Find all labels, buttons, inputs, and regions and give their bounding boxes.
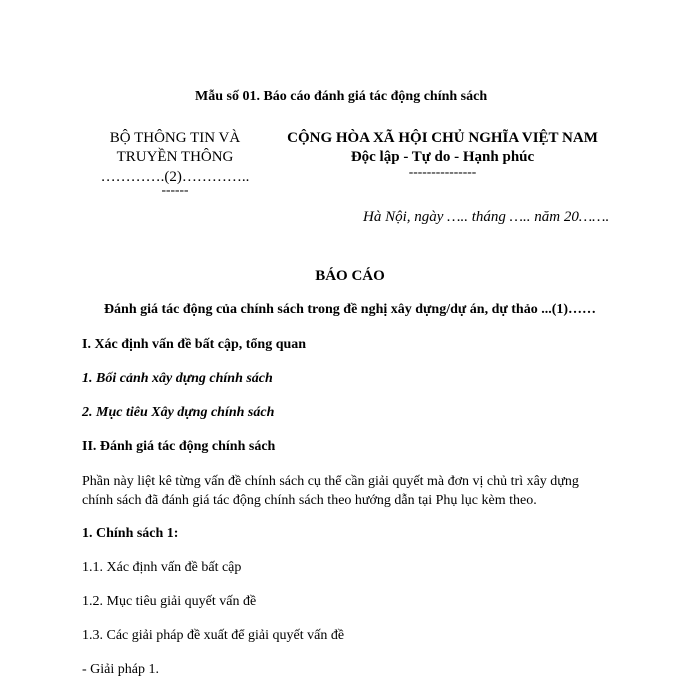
section-2-paragraph-line1: Phần này liệt kê từng vấn đề chính sách cụ thể cần giải quyết mà đơn vị chủ trì xây dựng: [82, 474, 579, 489]
section-heading-1: I. Xác định vấn đề bất cập, tổng quan: [82, 337, 307, 352]
national-title: CỘNG HÒA XÃ HỘI CHỦ NGHĨA VIỆT NAM: [287, 130, 598, 146]
motto-underline: ---------------: [408, 164, 477, 179]
report-subtitle: Đánh giá tác động của chính sách trong đề nghị xây dựng/dự án, dự thảo ...(1)……: [103, 302, 597, 317]
place-date: Hà Nội, ngày ….. tháng ….. năm 20…….: [363, 209, 610, 225]
section-heading-2: II. Đánh giá tác động chính sách: [82, 439, 276, 454]
subsection-objective: 2. Mục tiêu Xây dựng chính sách: [82, 405, 275, 420]
policy-1-item-2: 1.2. Mục tiêu giải quyết vấn đề: [82, 594, 257, 609]
report-title: BÁO CÁO: [315, 268, 385, 284]
subsection-context: 1. Bối cảnh xây dựng chính sách: [82, 371, 273, 386]
policy-1-item-1: 1.1. Xác định vấn đề bất cập: [82, 560, 242, 575]
national-motto: Độc lập - Tự do - Hạnh phúc: [350, 149, 535, 165]
section-2-paragraph-line2: chính sách đã đánh giá tác động chính sách theo hướng dẫn tại Phụ lục kèm theo.: [82, 493, 537, 508]
policy-1-item-3: 1.3. Các giải pháp đề xuất để giải quyết vấn đề: [82, 628, 345, 643]
form-title: Mẫu số 01. Báo cáo đánh giá tác động chính sách: [195, 89, 488, 104]
policy-1-heading: 1. Chính sách 1:: [82, 526, 179, 541]
agency-underline: ------: [161, 182, 189, 197]
agency-name-line1: BỘ THÔNG TIN VÀ: [109, 130, 241, 146]
agency-name-line2: TRUYỀN THÔNG: [116, 149, 234, 165]
agency-unit-placeholder: ………….(2)…………..: [100, 169, 250, 185]
solution-1: - Giải pháp 1.: [82, 662, 159, 677]
